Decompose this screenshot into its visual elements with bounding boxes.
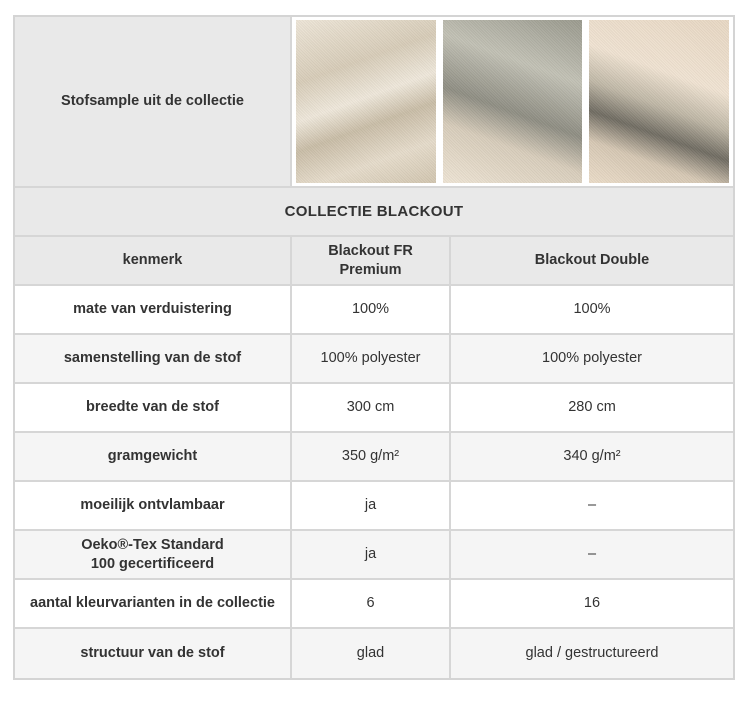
row-feature: samenstelling van de stof [15, 335, 292, 382]
header-feature: kenmerk [15, 237, 292, 284]
row-feature: structuur van de stof [15, 629, 292, 678]
table-row [15, 629, 733, 678]
row-value-product-2: – [587, 546, 597, 562]
row-value-product-2: 16 [583, 595, 601, 611]
row-feature: breedte van de stof [15, 384, 292, 431]
table-row [15, 384, 733, 433]
row-feature: Oeko®-Tex Standard 100 gecertificeerd [15, 531, 292, 578]
row-value-product-1: ja [292, 482, 451, 529]
collection-title: COLLECTIE BLACKOUT [15, 188, 733, 235]
header-product-1: Blackout FR Premium [292, 237, 451, 284]
sample-row [15, 17, 733, 188]
table-row [15, 433, 733, 482]
fabric-sample-cream-image [589, 20, 729, 183]
sample-images [292, 17, 733, 186]
table-row [15, 531, 733, 580]
row-value-product-1: 350 g/m² [292, 433, 451, 480]
collection-title-row [15, 188, 733, 237]
row-value-product-2: 280 cm [568, 399, 616, 415]
fabric-sample-grey-image [443, 20, 583, 183]
row-feature: mate van verduistering [15, 286, 292, 333]
row-value-product-1: 300 cm [292, 384, 451, 431]
sample-label: Stofsample uit de collectie [15, 17, 292, 186]
row-feature: moeilijk ontvlambaar [15, 482, 292, 529]
row-value-product-1: ja [292, 531, 451, 578]
comparison-table [13, 15, 735, 680]
table-row [15, 482, 733, 531]
row-value-product-2: 100% [573, 301, 611, 317]
row-value-product-2: 340 g/m² [563, 448, 621, 464]
table-header-row [15, 237, 733, 286]
header-product-2: Blackout Double [451, 237, 733, 284]
row-value-product-2: – [587, 497, 597, 513]
fabric-sample-beige-image [296, 20, 436, 183]
row-value-product-2: glad / gestructureerd [525, 645, 659, 661]
row-feature: gramgewicht [15, 433, 292, 480]
row-value-product-1: 100% polyester [292, 335, 451, 382]
row-value-product-1: glad [292, 629, 451, 678]
row-value-product-1: 100% [292, 286, 451, 333]
table-row [15, 580, 733, 629]
table-row [15, 286, 733, 335]
row-value-product-1: 6 [292, 580, 451, 627]
row-feature: aantal kleurvarianten in de collectie [15, 580, 292, 627]
row-value-product-2: 100% polyester [542, 350, 642, 366]
table-row [15, 335, 733, 384]
